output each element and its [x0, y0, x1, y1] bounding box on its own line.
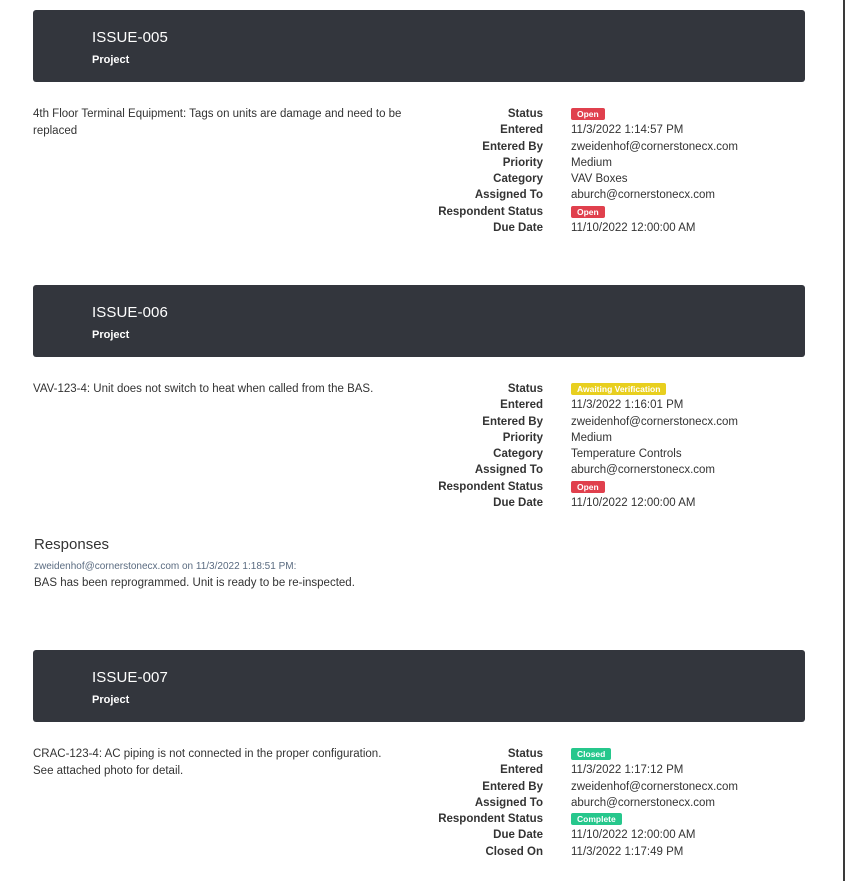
field-value: 11/3/2022 1:17:49 PM [571, 845, 684, 858]
field-respondent-status [393, 204, 793, 220]
issue-id: ISSUE-006 [92, 304, 168, 321]
issue-card-005 [33, 10, 805, 235]
field-label: Due Date [493, 497, 543, 510]
field-assigned-to [393, 795, 793, 811]
field-status [393, 381, 793, 397]
field-label: Assigned To [474, 189, 543, 202]
field-label: Status [507, 383, 543, 395]
field-value: zweidenhof@cornerstonecx.com [571, 140, 739, 153]
issue-description: CRAC-123-4: AC piping is not connected in the proper configuration. See attached photo for detail. [33, 748, 382, 777]
field-entered-by [393, 139, 793, 155]
field-value: Medium [571, 156, 612, 169]
issue-card-006 [33, 285, 805, 510]
respondent-status-badge: Open [571, 206, 605, 218]
field-value: 11/3/2022 1:14:57 PM [571, 124, 684, 137]
issue-header [33, 285, 805, 357]
field-due-date [393, 827, 793, 843]
issue-id: ISSUE-005 [92, 29, 168, 46]
field-label: Entered By [482, 140, 543, 153]
field-label: Due Date [493, 222, 543, 235]
issue-description: VAV-123-4: Unit does not switch to heat when called from the BAS. [33, 383, 374, 395]
field-label: Category [493, 173, 543, 186]
field-respondent-status [393, 479, 793, 495]
status-badge: Awaiting Verification [571, 383, 666, 395]
field-value: aburch@cornerstonecx.com [571, 189, 715, 202]
issue-description: 4th Floor Terminal Equipment: Tags on units are damage and need to be replaced [33, 108, 402, 137]
field-priority [393, 155, 793, 171]
field-label: Due Date [493, 829, 543, 842]
field-entered-by [393, 414, 793, 430]
field-due-date [393, 220, 793, 236]
field-label: Assigned To [474, 796, 543, 809]
responses-heading: Responses [34, 536, 110, 553]
issue-subtitle: Project [92, 329, 130, 341]
field-label: Priority [502, 431, 543, 444]
field-entered-by [393, 779, 793, 795]
issue-card-007 [33, 650, 805, 858]
field-priority [393, 430, 793, 446]
field-label: Status [507, 108, 543, 120]
field-due-date [393, 495, 793, 511]
response-meta: zweidenhof@cornerstonecx.com on 11/3/2022 1:18:51 PM: [34, 561, 297, 572]
field-entered [393, 762, 793, 778]
issue-fields [393, 381, 793, 511]
issue-fields [393, 106, 793, 236]
page-right-border [843, 0, 845, 881]
field-value: aburch@cornerstonecx.com [571, 464, 715, 477]
issue-subtitle: Project [92, 54, 130, 66]
field-label: Respondent Status [438, 480, 543, 493]
field-status [393, 746, 793, 762]
field-value: 11/3/2022 1:17:12 PM [571, 764, 684, 777]
issue-id: ISSUE-007 [92, 669, 168, 686]
field-label: Closed On [485, 845, 543, 858]
field-label: Entered [500, 124, 543, 137]
field-label: Assigned To [474, 464, 543, 477]
field-label: Entered [500, 764, 543, 777]
field-category [393, 446, 793, 462]
field-label: Category [493, 448, 543, 461]
field-value: zweidenhof@cornerstonecx.com [571, 780, 739, 793]
field-value: 11/10/2022 12:00:00 AM [571, 497, 696, 510]
field-category [393, 171, 793, 187]
issue-subtitle: Project [92, 694, 130, 706]
issue-fields [393, 746, 793, 860]
field-value: zweidenhof@cornerstonecx.com [571, 415, 739, 428]
field-entered [393, 122, 793, 138]
field-value: aburch@cornerstonecx.com [571, 796, 715, 809]
field-value: 11/3/2022 1:16:01 PM [571, 399, 684, 412]
field-value: VAV Boxes [571, 173, 628, 186]
issue-header [33, 650, 805, 722]
status-badge: Closed [571, 748, 611, 760]
field-status [393, 106, 793, 122]
respondent-status-badge: Open [571, 481, 605, 493]
field-respondent-status [393, 811, 793, 827]
status-badge: Open [571, 108, 605, 120]
respondent-status-badge: Complete [571, 813, 622, 825]
field-label: Status [507, 748, 543, 760]
field-assigned-to [393, 187, 793, 203]
field-closed-on [393, 844, 793, 860]
field-label: Entered By [482, 780, 543, 793]
field-entered [393, 397, 793, 413]
field-label: Respondent Status [438, 205, 543, 218]
field-value: 11/10/2022 12:00:00 AM [571, 222, 696, 235]
field-value: Medium [571, 431, 612, 444]
field-label: Respondent Status [438, 813, 543, 826]
field-label: Entered [500, 399, 543, 412]
field-assigned-to [393, 462, 793, 478]
issue-header [33, 10, 805, 82]
field-value: 11/10/2022 12:00:00 AM [571, 829, 696, 842]
field-label: Priority [502, 156, 543, 169]
response-text: BAS has been reprogrammed. Unit is ready to be re-inspected. [34, 577, 355, 589]
field-label: Entered By [482, 415, 543, 428]
field-value: Temperature Controls [571, 448, 682, 461]
